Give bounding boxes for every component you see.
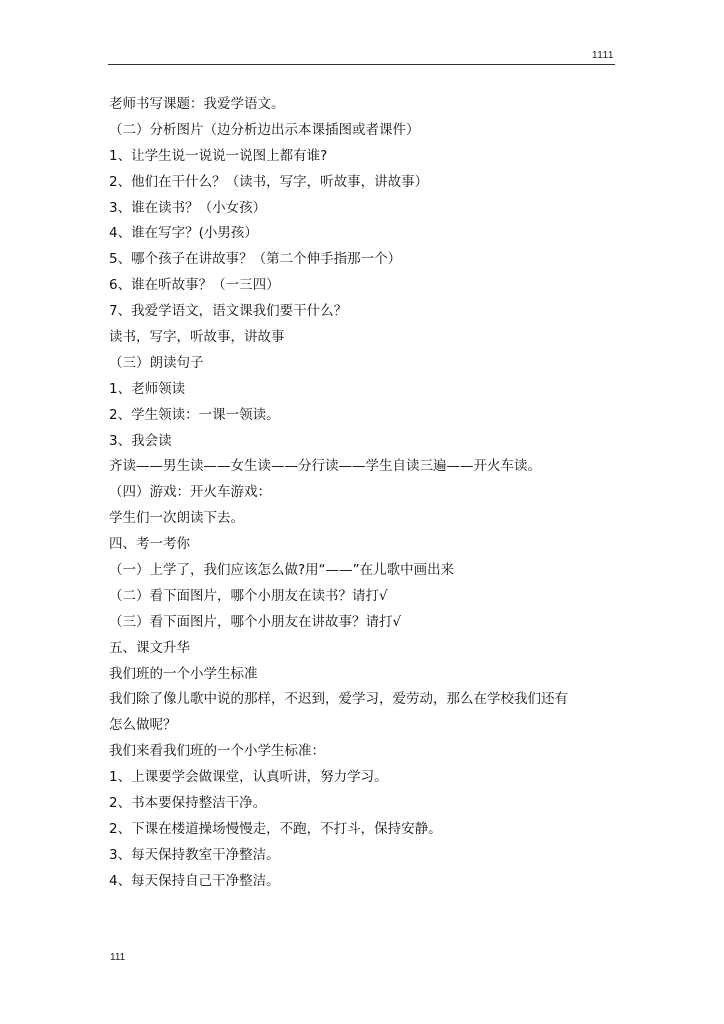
header-rule	[108, 64, 615, 65]
line-section-sublimation: 五、课文升华	[109, 639, 190, 656]
line-read-2: 2、学生领读：一课一领读。	[109, 406, 280, 423]
line-standard-intro-2: 怎么做呢？	[109, 717, 177, 734]
line-section-test: 四、考一考你	[109, 536, 190, 553]
line-question-7: 7、我爱学语文，语文课我们要干什么？	[109, 303, 348, 320]
line-read-1: 1、老师领读	[109, 380, 186, 397]
line-standard-3: 3、每天保持教室干净整洁。	[109, 846, 280, 863]
header-page-number: 1111	[591, 50, 614, 61]
line-section-read-aloud: （三）朗读句子	[109, 354, 204, 371]
line-standard-1: 1、上课要学会做课堂，认真听讲，努力学习。	[109, 769, 388, 786]
line-section-game: （四）游戏：开火车游戏：	[109, 484, 271, 501]
line-section-analyze-picture: （二）分析图片（边分析边出示本课插图或者课件）	[109, 121, 420, 138]
line-read-3: 3、我会读	[109, 432, 172, 449]
line-question-6: 6、谁在听故事？（一三四）	[109, 277, 280, 294]
line-test-2: （二）看下面图片，哪个小朋友在读书？请打√	[109, 587, 388, 604]
footer-page-number: 111	[110, 952, 126, 963]
line-standard-title: 我们班的一个小学生标准	[109, 665, 258, 682]
line-question-1: 1、让学生说一说说一说图上都有谁?	[109, 147, 328, 164]
line-standard-2: 2、书本要保持整洁干净。	[109, 795, 267, 812]
line-standard-2b: 2、下课在楼道操场慢慢走，不跑，不打斗，保持安静。	[109, 820, 442, 837]
line-standard-4: 4、每天保持自己干净整洁。	[109, 872, 280, 889]
line-answer: 读书，写字，听故事，讲故事	[109, 329, 285, 346]
line-question-2: 2、他们在干什么？（读书，写字，听故事，讲故事）	[109, 173, 429, 190]
line-title: 老师书写课题：我爱学语文。	[109, 96, 285, 112]
line-read-sequence: 齐读——男生读——女生读——分行读——学生自读三遍——开火车读。	[109, 458, 541, 475]
line-standard-intro-1: 我们除了像儿歌中说的那样，不迟到，爱学习，爱劳动，那么在学校我们还有	[109, 691, 568, 708]
line-test-1: （一）上学了，我们应该怎么做?用“——”在儿歌中画出来	[109, 562, 455, 579]
line-question-3: 3、谁在读书？（小女孩）	[109, 199, 267, 216]
line-game-desc: 学生们一次朗读下去。	[109, 510, 244, 527]
line-standard-lead: 我们来看我们班的一个小学生标准：	[109, 743, 325, 760]
document-body	[109, 92, 619, 895]
line-test-3: （三）看下面图片，哪个小朋友在讲故事？请打√	[109, 613, 402, 630]
line-question-4: 4、谁在写字？(小男孩）	[109, 225, 258, 242]
line-question-5: 5、哪个孩子在讲故事？（第二个伸手指那一个）	[109, 251, 402, 268]
